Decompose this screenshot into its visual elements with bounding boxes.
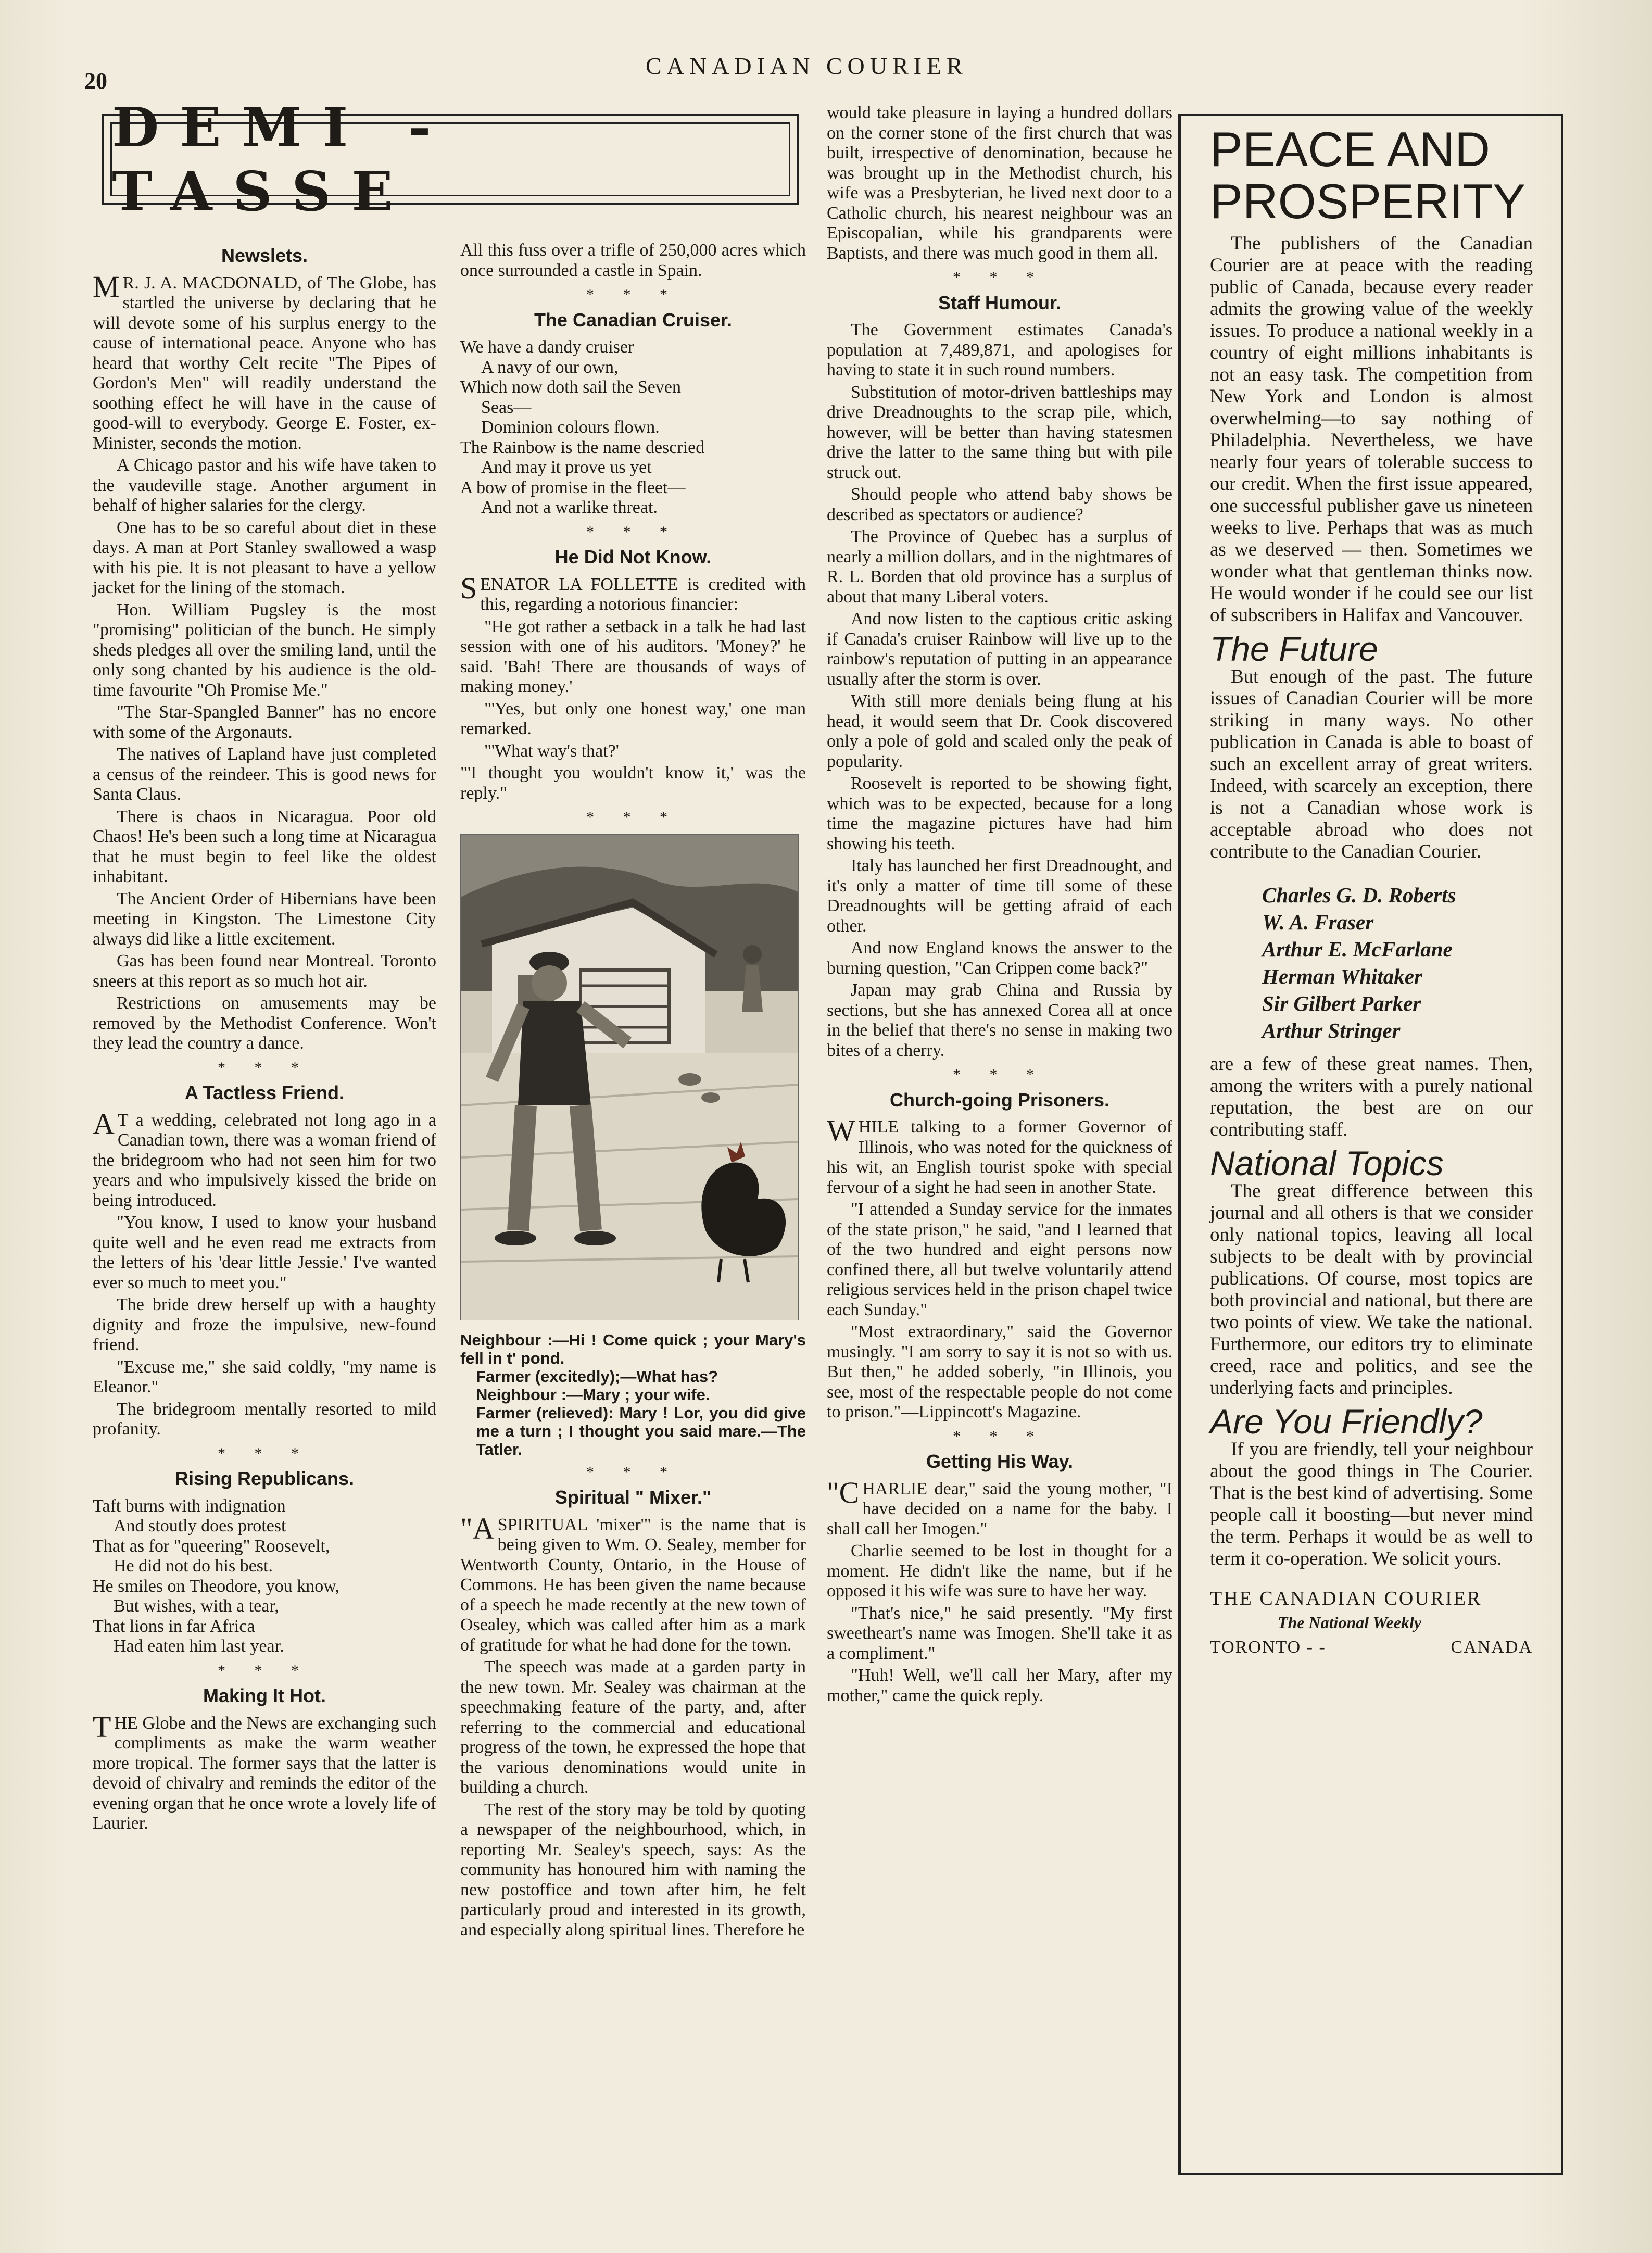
author-name: Arthur E. McFarlane	[1262, 937, 1453, 961]
paragraph-text: SPIRITUAL 'mixer'" is the name that is being given to Wm. O. Sealey, member for Wentworth County, Ontario, in the House of Commons. He has been given the name because of a speech he made recently at the new town of Osealey, which was called after him as a mark of gratitude for what he had done for the town.	[460, 1515, 806, 1655]
publisher-notice-box	[1178, 114, 1563, 2175]
masthead-title: DEMI - TASSE	[112, 95, 452, 223]
page-number: 20	[84, 68, 107, 94]
author-name: Charles G. D. Roberts	[1262, 883, 1456, 907]
paragraph: All this fuss over a trifle of 250,000 acres which once surrounded a castle in Spain.	[460, 241, 806, 280]
drop-cap: T	[93, 1709, 111, 1744]
caption-line: Neighbour :—Hi ! Come quick ; your Mary's fell in t' pond.	[460, 1330, 806, 1367]
paragraph: "'What way's that?'	[484, 741, 619, 761]
column-2	[460, 241, 806, 1942]
publisher-location	[1210, 1637, 1533, 1658]
paragraph: The Province of Quebec has a surplus of nearly a million dollars, and in the nightmares of R. L. Borden that old province has a surplus of about that many Liberal voters.	[827, 527, 1172, 607]
paragraph: Charlie seemed to be lost in thought for a moment. He didn't like the name, but if he opposed it his wife was sure to have her way.	[827, 1541, 1172, 1601]
paragraph: "Excuse me," she said coldly, "my name is Eleanor."	[93, 1357, 436, 1396]
paragraph: Substitution of motor-driven battleships may drive Dreadnoughts to the scrap pile, which, however, will be better than having statesmen drive the latter to the same thing but with pile struck out.	[827, 382, 1172, 482]
heading-did-not-know: He Did Not Know.	[554, 546, 712, 568]
paragraph	[827, 1475, 1172, 1540]
heading-canadian-cruiser: The Canadian Cruiser.	[534, 309, 733, 331]
drop-cap: S	[460, 571, 477, 605]
paragraph: Hon. William Pugsley is the most "promising" politician of the bunch. He simply sheds pledges all over the smiling land, until the only song chanted by his audience is the old-time favourite "Oh Promise Me."	[93, 600, 436, 700]
paragraph	[93, 269, 436, 454]
column-3	[827, 103, 1172, 1708]
poem	[460, 337, 806, 518]
paragraph	[460, 571, 806, 615]
publisher-name: THE CANADIAN COURIER	[1210, 1588, 1482, 1609]
paragraph: "'Yes, but only one honest way,' one man remarked.	[460, 699, 806, 738]
notice-title-line: PEACE AND	[1210, 122, 1491, 177]
masthead-inner	[110, 95, 790, 223]
author-name: Sir Gilbert Parker	[1262, 991, 1421, 1015]
verse-line: That as for "queering" Roosevelt,	[93, 1536, 330, 1556]
paragraph: Should people who attend baby shows be described as spectators or audience?	[827, 485, 1172, 524]
publisher-city: TORONTO - -	[1210, 1638, 1326, 1657]
author-name: W. A. Fraser	[1262, 910, 1374, 934]
paragraph: "Most extraordinary," said the Governor musingly. "I am sorry to say it is not so with us. But then," he added soberly, "in Illinois, you see, most of the respectable people do not come to prison."—Lippincott's Magazine.	[827, 1322, 1172, 1421]
author-list	[1210, 882, 1533, 1044]
paragraph: The bridegroom mentally resorted to mild profanity.	[93, 1399, 436, 1439]
heading-tactless-friend: A Tactless Friend.	[184, 1082, 345, 1103]
verse-line: A bow of promise in the fleet—	[460, 477, 686, 497]
section-divider: * * *	[218, 1059, 311, 1076]
verse-line: And stoutly does protest	[114, 1516, 286, 1535]
farm-illustration	[460, 834, 799, 1320]
paragraph: And now listen to the captious critic asking if Canada's cruiser Rainbow will live up to the rainbow's reputation of putting in an appearance usually after the storm is over.	[827, 609, 1172, 689]
paragraph	[93, 1709, 436, 1834]
verse-line: Dominion colours flown.	[481, 418, 660, 437]
paragraph: "The Star-Spangled Banner" has no encore with some of the Argonauts.	[93, 702, 436, 742]
caption-line: Farmer (excitedly);—What has?	[476, 1367, 718, 1386]
paragraph: The bride drew herself up with a haughty dignity and froze the impulsive, new-found friend.	[93, 1295, 436, 1354]
notice-title	[1210, 123, 1533, 228]
masthead-box	[102, 95, 799, 223]
drop-cap: "C	[827, 1475, 860, 1509]
heading-spiritual-mixer: Spiritual " Mixer."	[554, 1487, 712, 1508]
publisher-country: CANADA	[1451, 1638, 1533, 1657]
paragraph	[93, 1106, 436, 1211]
paragraph: There is chaos in Nicaragua. Poor old Chaos! He's been such a long time at Nicaragua that he must begin to feel like the oldest inhabitant.	[93, 807, 436, 886]
verse-line: But wishes, with a tear,	[114, 1596, 279, 1616]
author-name: Arthur Stringer	[1262, 1018, 1401, 1042]
publisher-notice-content	[1210, 116, 1533, 1658]
section-divider: * * *	[586, 523, 680, 540]
heading-national-topics: National Topics	[1210, 1144, 1444, 1182]
section-divider: * * *	[586, 809, 680, 826]
paragraph: "That's nice," he said presently. "My first sweetheart's name was Imogen. She'll take it as a compliment."	[827, 1603, 1172, 1663]
section-divider: * * *	[953, 1066, 1046, 1083]
paragraph: would take pleasure in laying a hundred dollars on the corner stone of the first church that was built, irrespective of denomination, because he was brought up in the Methodist church, his wife was a Presbyterian, he lived next door to a Catholic church, his nearest neighbour was an Episcopalian, while his grandparents were Baptists, and there was much good in them all.	[827, 103, 1172, 263]
paragraph: The great difference between this journal and all others is that we consider only national topics, leaving all local subjects to be dealt with by provincial publications. Of course, most topics are both provincial and national, but there are two points of view. We take the national. Furthermore, our editors try to eliminate creed, race and politics, and see the underlying facts and principles.	[1210, 1180, 1533, 1399]
verse-line: A navy of our own,	[481, 357, 619, 377]
paragraph: A Chicago pastor and his wife have taken to the vaudeville stage. Another argument in behalf of higher salaries for the clergy.	[93, 456, 436, 515]
running-head: CANADIAN COURIER	[646, 53, 968, 79]
drop-cap: W	[827, 1114, 855, 1148]
section-divider: * * *	[586, 286, 680, 303]
verse-line: Seas—	[481, 397, 532, 417]
heading-newslets: Newslets.	[221, 245, 308, 266]
publisher-tagline: The National Weekly	[1278, 1613, 1422, 1632]
verse-line: The Rainbow is the name descried	[460, 437, 705, 457]
heading-making-it-hot: Making It Hot.	[203, 1685, 326, 1706]
notice-title-line: PROSPERITY	[1210, 174, 1525, 229]
paragraph: The speech was made at a garden party in the new town. Mr. Sealey was chairman at the speechmaking feature of the party, and, after referring to the commercial and educational progress of the town, he expressed the hope that the various denominations would unite in building a church.	[460, 1657, 806, 1797]
heading-rising-republicans: Rising Republicans.	[174, 1468, 355, 1489]
paragraph: The Government estimates Canada's population at 7,489,871, and apologises for having to state it in such round numbers.	[827, 320, 1172, 380]
paragraph-text: T a wedding, celebrated not long ago in a Canadian town, there was a woman friend of the bridegroom who had not seen him for two years and who impulsively kissed the bride on being introduced.	[93, 1110, 436, 1210]
caption-line: Neighbour :—Mary ; your wife.	[476, 1385, 710, 1404]
heading-church-going-prisoners: Church-going Prisoners.	[889, 1089, 1110, 1111]
paragraph: "I attended a Sunday service for the inmates of the state prison," he said, "and I learned that of the two hundred and eight persons now confined there, all but twelve voluntarily attend religious services held in the prison chapel twice each Sunday."	[827, 1200, 1172, 1319]
verse-line: Had eaten him last year.	[114, 1637, 284, 1656]
drop-cap: A	[93, 1106, 115, 1141]
section-divider: * * *	[953, 1427, 1046, 1445]
paragraph: The natives of Lapland have just completed a census of the reindeer. This is good news for Santa Claus.	[93, 745, 436, 804]
paragraph: The Ancient Order of Hibernians have been meeting in Kingston. The Limestone City always did like a little excitement.	[93, 889, 436, 949]
paragraph-text: HARLIE dear," said the young mother, "I have decided on a name for the baby. I shall call her Imogen."	[827, 1479, 1172, 1539]
section-divider: * * *	[218, 1444, 311, 1462]
paragraph: The rest of the story may be told by quoting a newspaper of the neighbourhood, which, in reporting Mr. Sealey's speech, says: As the community has honoured him with naming the new postoffice and town after him, he felt particularly proud and interested in its growth, and especially along spiritual lines. Therefore he	[460, 1799, 806, 1940]
poem	[93, 1496, 436, 1657]
verse-line: And not a warlike threat.	[481, 498, 658, 517]
paragraph: But enough of the past. The future issues of Canadian Courier will be more striking in many ways. No other publication in Canada is able to boast of such an excellent array of great writers. Indeed, with scarcely an exception, there is not a Canadian whose work is acceptable abroad who does not contribute to the Canadian Courier.	[1210, 666, 1533, 862]
paragraph: are a few of these great names. Then, among the writers with a purely national reputation, the best are on our contributing staff.	[1210, 1053, 1533, 1140]
heading-are-you-friendly: Are You Friendly?	[1210, 1402, 1483, 1441]
paragraph: Gas has been found near Montreal. Toronto sneers at this report as so much hot air.	[93, 951, 436, 991]
paragraph: "Huh! Well, we'll call her Mary, after my mother," came the quick reply.	[827, 1666, 1172, 1705]
verse-line: He did not do his best.	[114, 1556, 273, 1576]
verse-line: That lions in far Africa	[93, 1616, 255, 1636]
paragraph-text: HE Globe and the News are exchanging such compliments as make the warm weather more tropical. The former says that the latter is devoid of chivalry and reminds the editor of the evening organ that he once wrote a lovely life of Laurier.	[93, 1713, 436, 1833]
paragraph: With still more denials being flung at his head, it would seem that Dr. Cook discovered only a pole of gold and scaled only the peak of popularity.	[827, 691, 1172, 771]
paragraph: And now England knows the answer to the burning question, "Can Crippen come back?"	[827, 938, 1172, 978]
verse-line: And may it prove us yet	[481, 458, 652, 477]
paragraph	[827, 1114, 1172, 1198]
drop-cap: M	[93, 269, 120, 304]
paragraph: The publishers of the Canadian Courier are at peace with the reading public of Canada, because every reader admits the growing value of the weekly issues. To produce a national weekly in a country of eight millions inhabitants is not an easy task. The competition from New York and London is almost overwhelming—to say nothing of Philadelphia. Nevertheless, we have nearly four years of tolerable success to our credit. When the first issue appeared, one successful publisher gave us nineteen weeks to live. Perhaps that was as much as we deserved — then. Sometimes we wonder what that gentleman thinks now. He would wonder if he could see our list of subscribers in Halifax and Vancouver.	[1210, 233, 1533, 626]
paragraph: One has to be so careful about diet in these days. A man at Port Stanley swallowed a wasp with his pie. It is not pleasant to have a yellow jacket for the lining of the stomach.	[93, 518, 436, 597]
section-divider: * * *	[586, 1463, 680, 1481]
paragraph: Roosevelt is reported to be showing fight, which was to be expected, because for a long time the magazine pictures have had him showing his teeth.	[827, 774, 1172, 853]
heading-getting-his-way: Getting His Way.	[926, 1451, 1074, 1472]
caption-line: Farmer (relieved): Mary ! Lor, you did give me a turn ; I thought you said mare.—The Tatler.	[476, 1403, 806, 1458]
author-name: Herman Whitaker	[1262, 964, 1422, 988]
paragraph: Restrictions on amusements may be removed by the Methodist Conference. Won't they lead the country a dance.	[93, 993, 436, 1053]
paragraph: Japan may grab China and Russia by sections, but she has annexed Corea all at once in the belief that there's no sense in making two bites of a cherry.	[827, 980, 1172, 1060]
paragraph-text: HILE talking to a former Governor of Illinois, who was noted for the quickness of his wit, an English tourist spoke with special fervour of a sight he had seen in another State.	[827, 1117, 1172, 1197]
illustration-caption	[460, 1331, 806, 1458]
verse-line: Which now doth sail the Seven	[460, 377, 681, 397]
column-1	[93, 241, 436, 1836]
paragraph: "He got rather a setback in a talk he had last session with one of his auditors. 'Money?' he said. 'Bah! There are thousands of ways of making money.'	[460, 616, 806, 696]
paragraph	[460, 1511, 806, 1656]
verse-line: He smiles on Theodore, you know,	[93, 1576, 340, 1596]
paragraph: "You know, I used to know your husband quite well and he even read me extracts from the letters of his 'dear little Jessie.' I've wanted ever so much to meet you."	[93, 1213, 436, 1292]
verse-line: We have a dandy cruiser	[460, 337, 634, 357]
drop-cap: "A	[460, 1511, 495, 1545]
paragraph: If you are friendly, tell your neighbour about the good things in The Courier. That is the best kind of advertising. Some people call it boosting—but never mind the term. Perhaps it would be as well to term it co-operation. We solicit yours.	[1210, 1439, 1533, 1569]
paragraph: "'I thought you wouldn't know it,' was the reply."	[460, 763, 806, 803]
paragraph: Italy has launched her first Dreadnought, and it's only a matter of time till some of these Dreadnoughts will be getting afraid of each other.	[827, 856, 1172, 936]
verse-line: Taft burns with indignation	[93, 1496, 286, 1516]
heading-the-future: The Future	[1210, 630, 1378, 668]
heading-staff-humour: Staff Humour.	[938, 292, 1061, 313]
paragraph-text: R. J. A. MACDONALD, of The Globe, has startled the universe by declaring that he will devote some of his surplus energy to the cause of international peace. Anyone who has heard that worthy Celt recite "The Pipes of Gordon's Men" will readily understand the soothing effect he will have in the cause of good-will to everybody. George E. Foster, ex-Minister, seconds the motion.	[93, 273, 436, 453]
paragraph-text: ENATOR LA FOLLETTE is credited with this, regarding a notorious financier:	[480, 574, 806, 614]
section-divider: * * *	[953, 269, 1046, 286]
section-divider: * * *	[218, 1662, 311, 1679]
